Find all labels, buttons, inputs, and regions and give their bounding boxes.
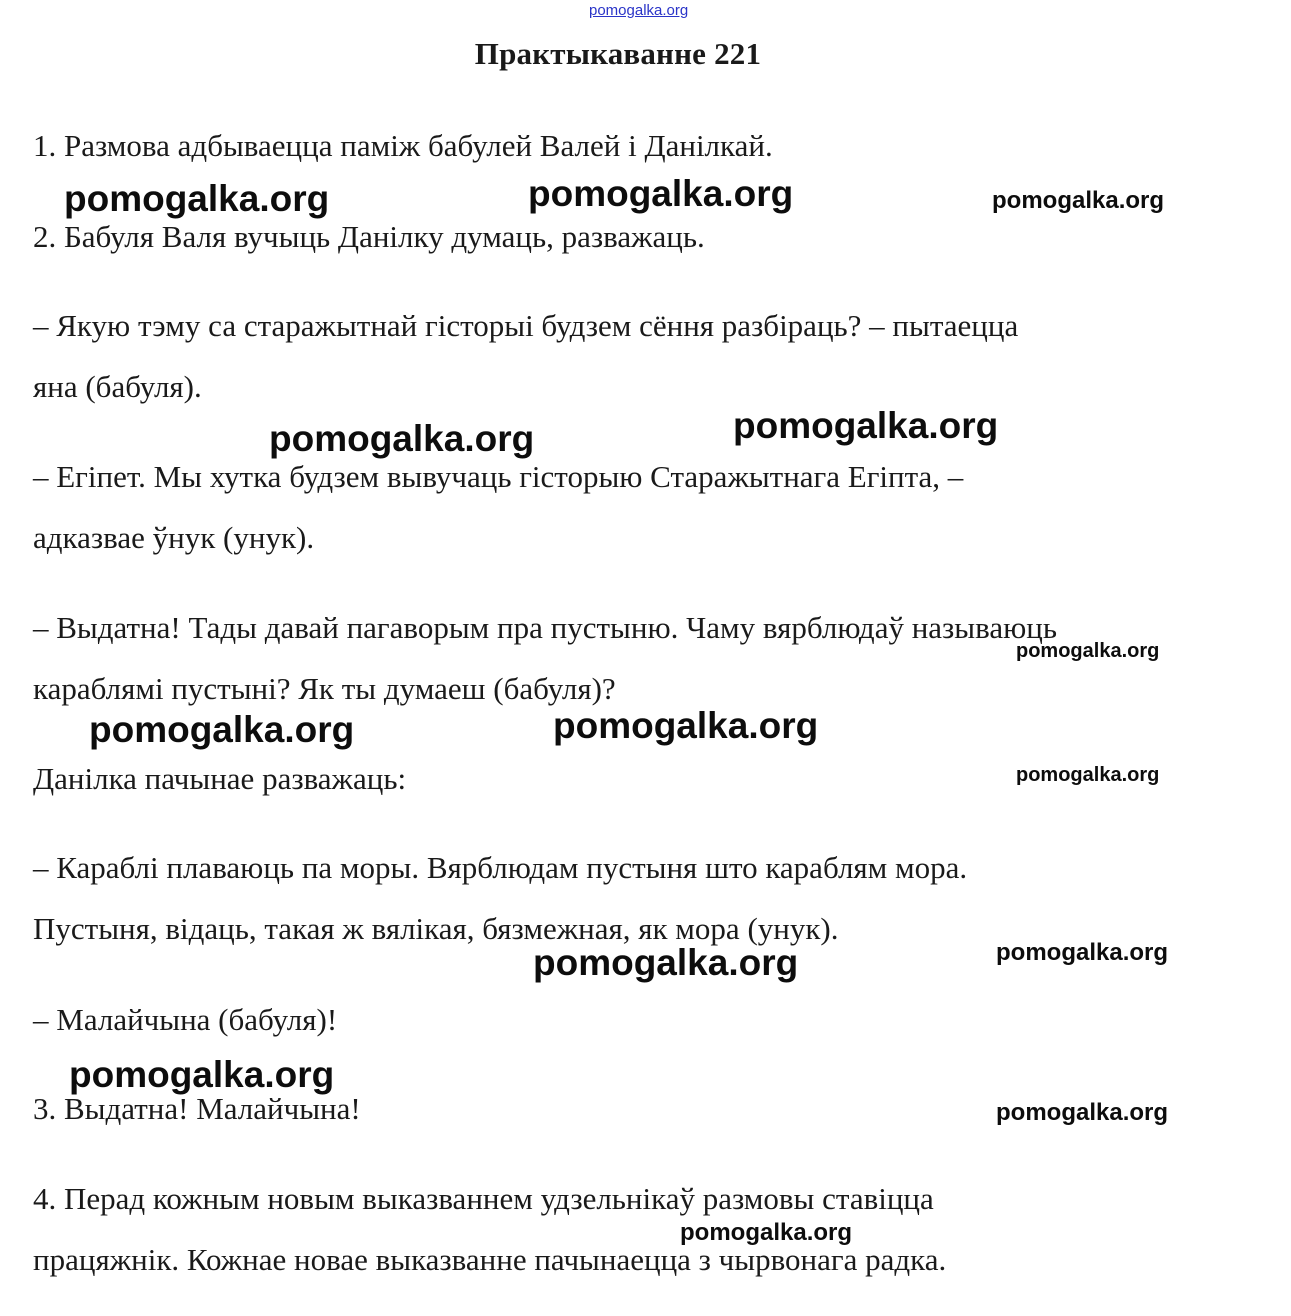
text-line: караблямі пустыні? Як ты думаеш (бабуля)? [33, 671, 616, 706]
text-line: 1. Размова адбываецца паміж бабулей Валей і Данілкай. [33, 128, 773, 163]
watermark: pomogalka.org [1016, 764, 1160, 786]
watermark: pomogalka.org [996, 939, 1169, 966]
watermark: pomogalka.org [528, 173, 794, 214]
watermark: pomogalka.org [69, 1054, 335, 1095]
text-line: – Выдатна! Тады давай пагаворым пра пустыню. Чаму вярблюдаў называюць [33, 610, 1057, 645]
text-line: яна (бабуля). [33, 369, 202, 404]
text-line: – Якую тэму са старажытнай гісторыі будзем сёння разбіраць? – пытаецца [33, 308, 1019, 343]
watermark: pomogalka.org [996, 1099, 1169, 1126]
text-line: 3. Выдатна! Малайчына! [33, 1091, 361, 1126]
exercise-title: Практыкаванне 221 [474, 36, 762, 71]
watermark: pomogalka.org [89, 709, 355, 750]
header-site-link[interactable]: pomogalka.org [589, 2, 689, 19]
watermark: pomogalka.org [533, 942, 799, 983]
text-line: – Малайчына (бабуля)! [33, 1002, 338, 1037]
watermark: pomogalka.org [680, 1219, 853, 1246]
watermark: pomogalka.org [553, 705, 819, 746]
watermark: pomogalka.org [269, 418, 535, 459]
text-line: адказвае ўнук (унук). [33, 520, 315, 555]
text-line: 2. Бабуля Валя вучыць Данілку думаць, разважаць. [33, 219, 705, 254]
text-line: – Егіпет. Мы хутка будзем вывучаць гісторыю Старажытнага Егіпта, – [33, 459, 964, 494]
text-line: – Караблі плаваюць па моры. Вярблюдам пустыня што караблям мора. [33, 850, 968, 885]
watermark: pomogalka.org [64, 178, 330, 219]
watermark: pomogalka.org [992, 187, 1165, 214]
text-line: Данілка пачынае разважаць: [33, 761, 407, 796]
text-line: Пустыня, відаць, такая ж вялікая, бязмежная, як мора (унук). [33, 911, 839, 946]
watermark: pomogalka.org [733, 405, 999, 446]
text-line: працяжнік. Кожнае новае выказванне пачынаецца з чырвонага радка. [33, 1242, 947, 1277]
watermark: pomogalka.org [1016, 640, 1160, 662]
text-line: 4. Перад кожным новым выказваннем удзельнікаў размовы ставіцца [33, 1181, 934, 1216]
